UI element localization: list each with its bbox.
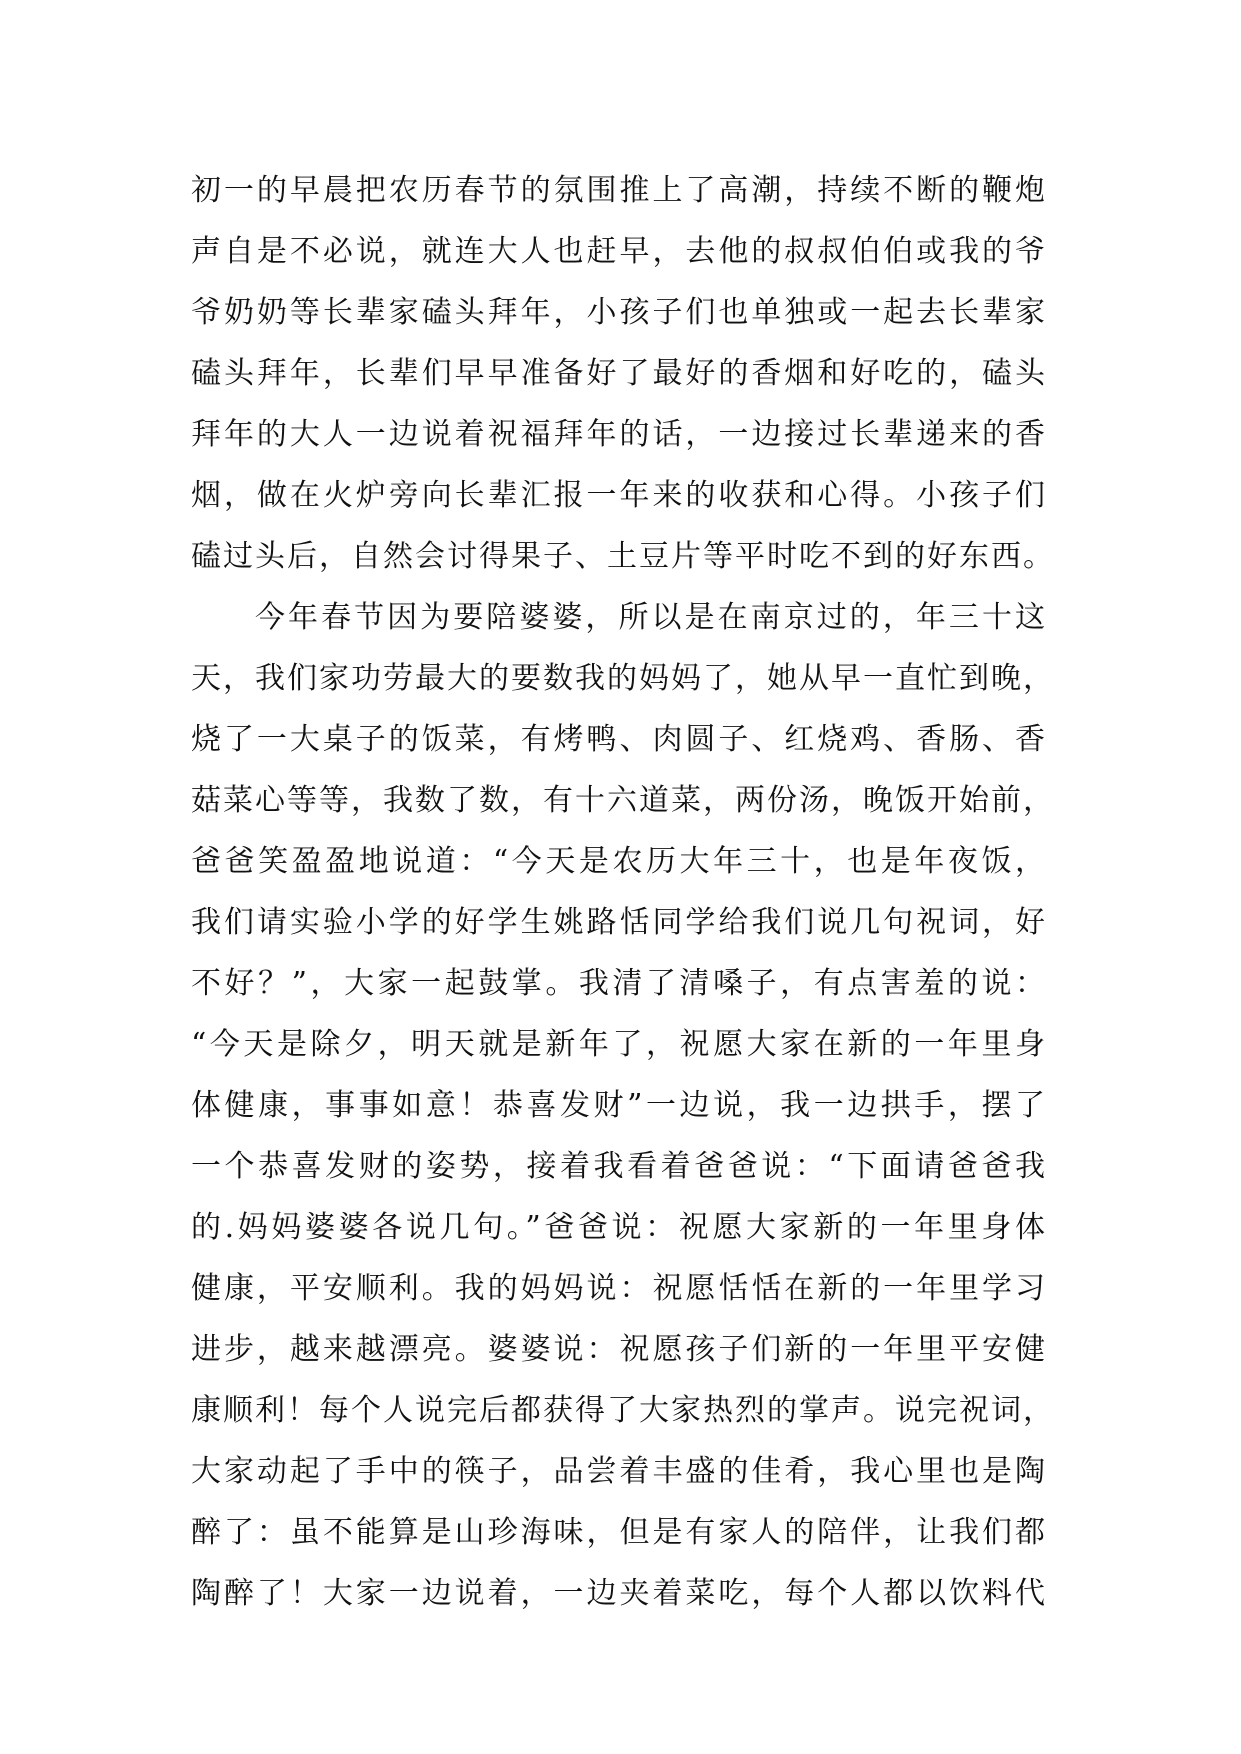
text-line: 烟，做在火炉旁向长辈汇报一年来的收获和心得。小孩子们 bbox=[191, 478, 1047, 513]
text-line: 磕头拜年，长辈们早早准备好了最好的香烟和好吃的，磕头 bbox=[191, 356, 1047, 391]
text-line: 拜年的大人一边说着祝福拜年的话，一边接过长辈递来的香 bbox=[191, 417, 1047, 452]
text-line: 康顺利！每个人说完后都获得了大家热烈的掌声。说完祝词， bbox=[191, 1393, 1055, 1428]
text-line: 的.妈妈婆婆各说几句。”爸爸说：祝愿大家新的一年里身体 bbox=[191, 1210, 1047, 1245]
text-line: 声自是不必说，就连大人也赶早，去他的叔叔伯伯或我的爷 bbox=[191, 234, 1047, 269]
text-line: 进步，越来越漂亮。婆婆说：祝愿孩子们新的一年里平安健 bbox=[191, 1332, 1047, 1367]
text-line: 初一的早晨把农历春节的氛围推上了高潮，持续不断的鞭炮 bbox=[191, 173, 1047, 208]
text-line: 爸爸笑盈盈地说道：“今天是农历大年三十，也是年夜饭， bbox=[191, 844, 1047, 879]
text-line: 陶醉了！大家一边说着，一边夹着菜吃，每个人都以饮料代 bbox=[191, 1576, 1047, 1611]
text-line: 大家动起了手中的筷子，品尝着丰盛的佳肴，我心里也是陶 bbox=[191, 1454, 1047, 1489]
text-line: 不好？”，大家一起鼓掌。我清了清嗓子，有点害羞的说： bbox=[191, 966, 1047, 1001]
text-line: 健康，平安顺利。我的妈妈说：祝愿恬恬在新的一年里学习 bbox=[191, 1271, 1047, 1306]
text-line: 一个恭喜发财的姿势，接着我看着爸爸说：“下面请爸爸我 bbox=[191, 1149, 1047, 1184]
text-line: 天，我们家功劳最大的要数我的妈妈了，她从早一直忙到晚， bbox=[191, 661, 1055, 696]
text-line: 磕过头后，自然会讨得果子、土豆片等平时吃不到的好东西。 bbox=[191, 539, 1055, 574]
text-line: 烧了一大桌子的饭菜，有烤鸭、肉圆子、红烧鸡、香肠、香 bbox=[191, 722, 1047, 757]
text-line: 今年春节因为要陪婆婆，所以是在南京过的，年三十这 bbox=[255, 600, 1047, 635]
text-line: 菇菜心等等，我数了数，有十六道菜，两份汤，晚饭开始前， bbox=[191, 783, 1055, 818]
paragraph-1 bbox=[191, 160, 1055, 587]
body-text bbox=[191, 160, 1055, 1624]
text-line: 醉了：虽不能算是山珍海味，但是有家人的陪伴，让我们都 bbox=[191, 1515, 1047, 1550]
paragraph-2 bbox=[191, 587, 1055, 1624]
text-line: 体健康，事事如意！恭喜发财”一边说，我一边拱手，摆了 bbox=[191, 1088, 1047, 1123]
text-line: 我们请实验小学的好学生姚路恬同学给我们说几句祝词，好 bbox=[191, 905, 1047, 940]
text-line: “今天是除夕，明天就是新年了，祝愿大家在新的一年里身 bbox=[191, 1027, 1047, 1062]
text-line: 爷奶奶等长辈家磕头拜年，小孩子们也单独或一起去长辈家 bbox=[191, 295, 1047, 330]
